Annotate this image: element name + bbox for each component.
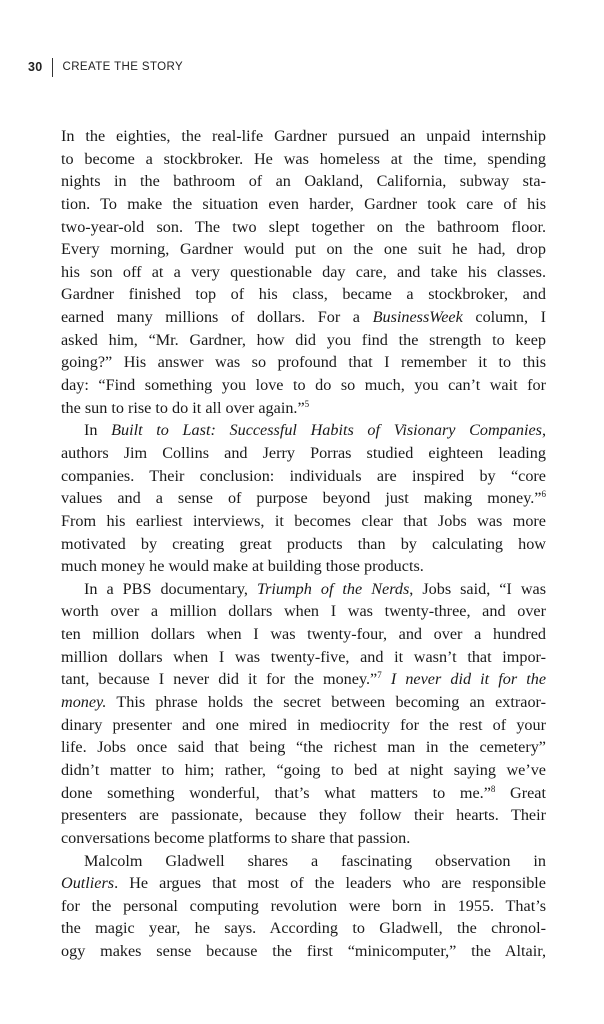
text-line (61, 148, 546, 171)
text-line (61, 668, 546, 691)
text-line (61, 170, 546, 193)
text-run: worth over a million dollars when I was twenty-three, and over (61, 602, 546, 621)
text-run: done something wonderful, that’s what matters to me.” (61, 783, 491, 802)
text-line (61, 374, 546, 397)
text-run: life. Jobs once said that being “the richest man in the cemetery” (61, 738, 546, 757)
text-line (61, 714, 546, 737)
text-run: Malcolm Gladwell shares a fascinating observation in (84, 851, 546, 870)
text-run: day: “Find something you love to do so much, you can’t wait for (61, 376, 546, 395)
text-line (61, 691, 546, 714)
text-line (61, 351, 546, 374)
text-line (61, 193, 546, 216)
text-run: authors Jim Collins and Jerry Porras studied eighteen leading (61, 443, 546, 462)
chapter-title: CREATE THE STORY (62, 61, 184, 73)
text-run: Great (495, 783, 546, 802)
running-head (28, 57, 183, 77)
paragraph (61, 419, 546, 577)
text-run: ogy makes sense because the first “minicomputer,” the Altair, (61, 942, 546, 961)
text-run: much money he would make at building those products. (61, 557, 424, 576)
text-run: nights in the bathroom of an Oakland, California, subway sta- (61, 172, 546, 191)
text-run: , (541, 421, 546, 440)
text-line (61, 578, 546, 601)
text-line (61, 782, 546, 805)
text-line (61, 306, 546, 329)
text-line (61, 283, 546, 306)
text-line (61, 600, 546, 623)
text-line (61, 125, 546, 148)
text-line (61, 872, 546, 895)
text-run: didn’t matter to him; rather, “going to bed at night saying we’ve (61, 760, 546, 779)
text-line (61, 216, 546, 239)
text-run: In (84, 421, 112, 440)
italic-text: I never did it for the (390, 670, 547, 689)
text-line (61, 442, 546, 465)
text-run: In the eighties, the real-life Gardner pursued an unpaid internship (61, 127, 546, 145)
text-run: From his earliest interviews, it becomes clear that Jobs was more (61, 511, 546, 530)
text-run: going?” His answer was so profound that I remember it to this (61, 353, 546, 372)
text-run: two-year-old son. The two slept together on the bathroom floor. (61, 217, 546, 236)
text-run: presenters are passionate, because they follow their hearts. Their (61, 806, 546, 825)
paragraph (61, 578, 546, 850)
footnote-marker: 5 (304, 398, 310, 409)
page-number: 30 (28, 60, 43, 74)
text-line (61, 555, 546, 578)
text-line (61, 646, 546, 669)
text-run: asked him, “Mr. Gardner, how did you find the strength to keep (61, 330, 546, 349)
text-line (61, 850, 546, 873)
text-run: Every morning, Gardner would put on the one suit he had, drop (61, 240, 546, 259)
italic-text: money. (61, 693, 107, 712)
text-run (382, 670, 391, 688)
text-run: for the personal computing revolution were born in 1955. That’s (61, 896, 546, 915)
text-run: . He argues that most of the leaders who are responsible (114, 874, 546, 893)
text-line (61, 895, 546, 918)
text-run: values and a sense of purpose beyond just making money.” (61, 489, 542, 508)
text-line (61, 759, 546, 782)
italic-text: Built to Last: Successful Habits of Visionary Companies (111, 421, 542, 440)
text-line (61, 465, 546, 488)
text-run: earned many millions of dollars. For a (61, 308, 373, 327)
italic-text: BusinessWeek (372, 308, 463, 327)
text-line (61, 419, 546, 442)
text-line (61, 533, 546, 556)
text-run: This phrase holds the secret between becoming an extraor- (106, 693, 546, 712)
text-run: his son off at a very questionable day care, and take his classes. (61, 262, 546, 281)
text-run: column, I (462, 308, 546, 327)
text-line (61, 487, 546, 510)
running-head-divider (52, 58, 53, 77)
text-run: dinary presenter and one mired in mediocrity for the rest of your (61, 715, 546, 734)
text-run: million dollars when I was twenty-five, and it wasn’t that impor- (61, 647, 546, 666)
text-line (61, 623, 546, 646)
footnote-marker: 8 (490, 783, 496, 794)
text-run: ten million dollars when I was twenty-four, and over a hundred (61, 625, 546, 644)
italic-text: Triumph of the Nerds (256, 579, 410, 598)
text-run: tion. To make the situation even harder, Gardner took care of his (61, 194, 546, 213)
body-text (61, 125, 546, 963)
text-line (61, 261, 546, 284)
text-run: In a PBS documentary, (84, 579, 257, 598)
footnote-marker: 7 (377, 670, 382, 681)
text-line (61, 238, 546, 261)
text-run: conversations become platforms to share that passion. (61, 828, 411, 847)
text-line (61, 940, 546, 963)
text-run: motivated by creating great products than by calculating how (61, 534, 546, 553)
text-run: Gardner finished top of his class, became a stockbroker, and (61, 285, 546, 304)
text-run: , Jobs said, “I was (409, 579, 546, 598)
italic-text: Outliers (61, 874, 115, 893)
text-run: tant, because I never did it for the money.” (61, 670, 378, 689)
text-line (61, 329, 546, 352)
text-run: to become a stockbroker. He was homeless at the time, spending (61, 149, 546, 168)
text-run: the sun to rise to do it all over again.” (61, 398, 305, 417)
text-line (61, 397, 546, 420)
text-run: the magic year, he says. According to Gladwell, the chronol- (61, 919, 546, 938)
paragraph (61, 850, 546, 963)
paragraph (61, 125, 546, 419)
text-line (61, 804, 546, 827)
text-run: companies. Their conclusion: individuals are inspired by “core (61, 466, 546, 485)
text-line (61, 736, 546, 759)
text-line (61, 510, 546, 533)
footnote-marker: 6 (541, 489, 546, 500)
text-line (61, 827, 546, 850)
text-line (61, 917, 546, 940)
